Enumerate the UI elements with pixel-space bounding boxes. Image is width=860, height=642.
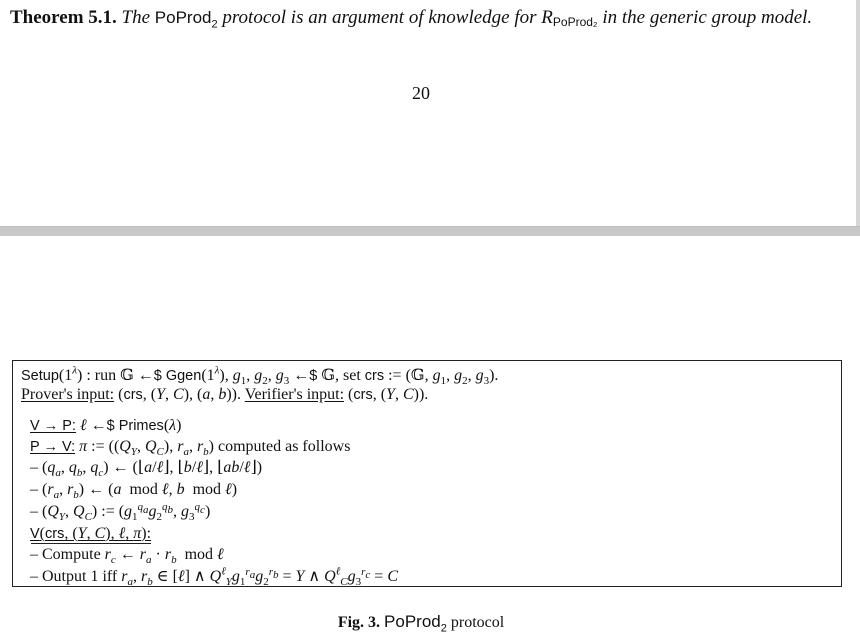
theorem-label: Theorem 5.1. xyxy=(10,7,117,28)
prover-input-label: Prover's input: xyxy=(21,386,115,403)
compute-line: – Compute $r_c$ ← $r_a \cdot r_b$ mod ℓ xyxy=(30,546,224,567)
verify-label-line xyxy=(30,524,151,544)
caption-suffix: protocol xyxy=(450,614,505,631)
p-to-v-label: P → V: xyxy=(30,439,76,455)
theorem-protocol-name: PoProd$_2$ xyxy=(154,8,218,31)
page-number: 20 xyxy=(412,83,430,103)
inputs-line xyxy=(21,385,428,405)
step-quotients: – ($q_a$, $q_b$, $q_c$) ← (⌊a/ℓ⌋, ⌊b/ℓ⌋, ⌊ab/ℓ⌋) xyxy=(30,459,263,480)
caption-name: PoProd$_2$ xyxy=(384,612,447,635)
theorem-text-middle: protocol is an argument of knowledge for xyxy=(222,7,537,28)
theorem-relation: RPoProd₂ xyxy=(541,7,598,29)
verifier-input-value: (crs, (Y, C)). xyxy=(348,386,429,403)
p-to-v-line xyxy=(30,437,350,457)
page-top xyxy=(0,0,860,226)
step-commitments: – ($Q_Y$, $Q_C$) := ($g_1^{q_a}g_2^{q_b}$, $g_3^{q_c}$) xyxy=(30,500,211,524)
verify-rule xyxy=(31,543,151,544)
verify-label: V(crs, (Y, C), ℓ, π): xyxy=(30,525,152,542)
output-line: – Output 1 iff $r_a$, $r_b$ ∈ [ℓ] ∧ $Q^\ell_Yg_1^{r_a}g_2^{r_b} = Y$ ∧ $Q^\ell_Cg_3^{r_c} = C$ xyxy=(30,565,398,589)
protocol-figure-box xyxy=(12,360,842,587)
v-to-p-line xyxy=(30,416,181,436)
v-to-p-value: ℓ ←$ Primes(λ) xyxy=(79,417,182,434)
theorem-statement xyxy=(10,6,850,34)
caption-label: Fig. 3. xyxy=(337,614,381,631)
verifier-input-label: Verifier's input: xyxy=(244,386,345,403)
scrollbar[interactable] xyxy=(856,0,860,226)
figure-caption xyxy=(0,612,842,635)
step-remainders: – ($r_a$, $r_b$) ← (a mod ℓ, b mod ℓ) xyxy=(30,481,238,502)
theorem-text-after: in the generic group model. xyxy=(602,7,813,28)
p-to-v-value: π := (($Q_Y$, $Q_C$), $r_a$, $r_b$) computed as follows xyxy=(79,438,351,459)
setup-line: $Setup(1^\lambda)$ : run 𝔾 ←$ $Ggen(1^\lambda)$, $g_1$, $g_2$, $g_3$ ←$ 𝔾, set crs := (𝔾, $g_1$, $g_2$, $g_3$). xyxy=(21,364,499,388)
v-to-p-label: V → P: xyxy=(30,418,76,434)
theorem-text-before: The xyxy=(121,7,151,28)
page-bottom xyxy=(0,236,860,642)
prover-input-value: (crs, (Y, C), (a, b)). xyxy=(118,386,241,403)
